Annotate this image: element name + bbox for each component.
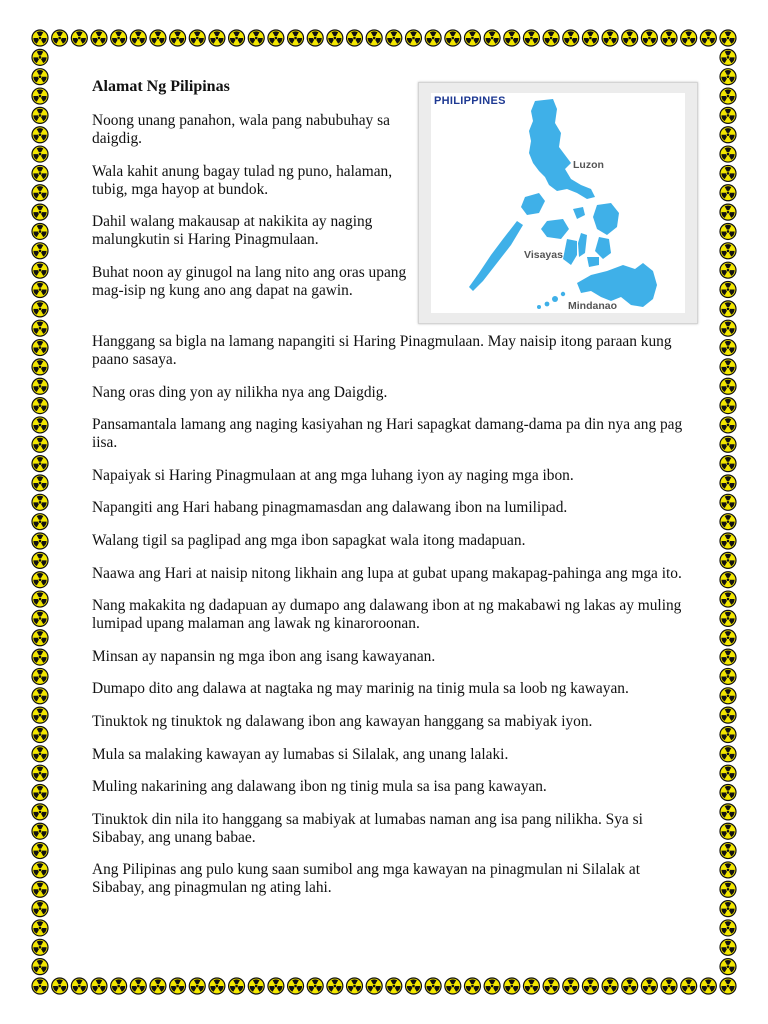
radiation-symbol-icon <box>700 978 716 994</box>
radiation-symbol-icon <box>720 88 736 104</box>
radiation-symbol-icon <box>32 939 48 955</box>
radiation-symbol-icon <box>582 30 598 46</box>
radiation-symbol-icon <box>720 881 736 897</box>
radiation-symbol-icon <box>268 30 284 46</box>
radiation-symbol-icon <box>52 30 68 46</box>
radiation-symbol-icon <box>347 978 363 994</box>
radiation-symbol-icon <box>32 610 48 626</box>
paragraph: Nang makakita ng dadapuan ay dumapo ang dalawang ibon at ng makabawi ng lakas ay muling lumipad upang malaman ang lawak ng kinaroroonan. <box>92 597 682 633</box>
radiation-symbol-icon <box>720 223 736 239</box>
radiation-symbol-icon <box>32 107 48 123</box>
radiation-symbol-icon <box>523 978 539 994</box>
radiation-symbol-icon <box>602 30 618 46</box>
paragraph: Muling nakarining ang dalawang ibon ng tinig mula sa isa pang kawayan. <box>92 778 547 796</box>
paragraph: Walang tigil sa paglipad ang mga ibon sapagkat wala itong madapuan. <box>92 531 526 549</box>
radiation-symbol-icon <box>661 978 677 994</box>
radiation-symbol-icon <box>720 823 736 839</box>
radiation-symbol-icon <box>464 30 480 46</box>
radiation-symbol-icon <box>32 49 48 65</box>
radiation-symbol-icon <box>720 107 736 123</box>
radiation-symbol-icon <box>681 30 697 46</box>
radiation-symbol-icon <box>209 30 225 46</box>
paragraph: Buhat noon ay ginugol na lang nito ang oras upang mag-isip ng kung ano ang dapat na gawin. <box>92 263 407 299</box>
radiation-symbol-icon <box>563 30 579 46</box>
radiation-symbol-icon <box>720 494 736 510</box>
radiation-symbol-icon <box>71 30 87 46</box>
radiation-symbol-icon <box>248 30 264 46</box>
radiation-symbol-icon <box>229 30 245 46</box>
radiation-symbol-icon <box>32 533 48 549</box>
radiation-symbol-icon <box>720 901 736 917</box>
radiation-symbol-icon <box>32 765 48 781</box>
paragraph: Tinuktok din nila ito hanggang sa mabiyak at lumabas naman ang isa pang nilikha. Sya si Sibabay, ang unang babae. <box>92 810 643 846</box>
radiation-symbol-icon <box>32 340 48 356</box>
radiation-symbol-icon <box>720 746 736 762</box>
radiation-symbol-icon <box>582 978 598 994</box>
paragraph: Wala kahit anung bagay tulad ng puno, halaman, tubig, mga hayop at bundok. <box>92 162 393 198</box>
radiation-symbol-icon <box>720 688 736 704</box>
paragraph: Dumapo dito ang dalawa at nagtaka ng may marinig na tinig mula sa loob ng kawayan. <box>92 680 629 698</box>
radiation-symbol-icon <box>248 978 264 994</box>
radiation-symbol-icon <box>720 514 736 530</box>
radiation-symbol-icon <box>622 978 638 994</box>
radiation-symbol-icon <box>32 204 48 220</box>
radiation-symbol-icon <box>32 146 48 162</box>
radiation-symbol-icon <box>32 959 48 975</box>
radiation-symbol-icon <box>720 765 736 781</box>
radiation-symbol-icon <box>209 978 225 994</box>
radiation-symbol-icon <box>32 804 48 820</box>
radiation-symbol-icon <box>32 282 48 298</box>
radiation-symbol-icon <box>602 978 618 994</box>
radiation-symbol-icon <box>52 978 68 994</box>
radiation-symbol-icon <box>445 978 461 994</box>
radiation-symbol-icon <box>32 823 48 839</box>
radiation-symbol-icon <box>720 649 736 665</box>
radiation-symbol-icon <box>32 243 48 259</box>
radiation-symbol-icon <box>32 978 48 994</box>
radiation-symbol-icon <box>425 30 441 46</box>
radiation-symbol-icon <box>32 785 48 801</box>
radiation-symbol-icon <box>720 978 736 994</box>
map-label-visayas: Visayas <box>524 249 563 261</box>
radiation-symbol-icon <box>720 804 736 820</box>
paragraph: Tinuktok ng tinuktok ng dalawang ibon ang kawayan hanggang sa mabiyak iyon. <box>92 712 593 730</box>
radiation-symbol-icon <box>464 978 480 994</box>
radiation-symbol-icon <box>720 436 736 452</box>
radiation-symbol-icon <box>720 726 736 742</box>
radiation-symbol-icon <box>111 30 127 46</box>
radiation-symbol-icon <box>32 301 48 317</box>
radiation-symbol-icon <box>720 146 736 162</box>
radiation-symbol-icon <box>720 668 736 684</box>
radiation-symbol-icon <box>405 30 421 46</box>
radiation-symbol-icon <box>32 165 48 181</box>
radiation-symbol-icon <box>32 262 48 278</box>
radiation-symbol-icon <box>720 456 736 472</box>
radiation-symbol-icon <box>720 378 736 394</box>
radiation-symbol-icon <box>386 978 402 994</box>
radiation-symbol-icon <box>189 978 205 994</box>
paragraph: Mula sa malaking kawayan ay lumabas si Silalak, ang unang lalaki. <box>92 745 509 763</box>
radiation-symbol-icon <box>700 30 716 46</box>
radiation-symbol-icon <box>170 30 186 46</box>
radiation-symbol-icon <box>720 939 736 955</box>
radiation-symbol-icon <box>32 572 48 588</box>
philippines-map-icon <box>431 93 685 313</box>
radiation-symbol-icon <box>622 30 638 46</box>
radiation-symbol-icon <box>150 978 166 994</box>
map-label-luzon: Luzon <box>573 159 604 171</box>
radiation-symbol-icon <box>720 165 736 181</box>
radiation-symbol-icon <box>32 398 48 414</box>
radiation-symbol-icon <box>32 649 48 665</box>
radiation-symbol-icon <box>720 127 736 143</box>
radiation-symbol-icon <box>150 30 166 46</box>
radiation-symbol-icon <box>720 475 736 491</box>
radiation-symbol-icon <box>327 978 343 994</box>
radiation-symbol-icon <box>32 707 48 723</box>
radiation-symbol-icon <box>32 901 48 917</box>
radiation-symbol-icon <box>91 30 107 46</box>
radiation-symbol-icon <box>641 30 657 46</box>
radiation-symbol-icon <box>720 533 736 549</box>
radiation-symbol-icon <box>366 30 382 46</box>
radiation-symbol-icon <box>32 88 48 104</box>
radiation-symbol-icon <box>32 417 48 433</box>
radiation-symbol-icon <box>720 204 736 220</box>
radiation-symbol-icon <box>504 978 520 994</box>
radiation-symbol-icon <box>170 978 186 994</box>
radiation-symbol-icon <box>720 359 736 375</box>
radiation-symbol-icon <box>32 726 48 742</box>
story-body <box>92 333 692 912</box>
radiation-symbol-icon <box>32 920 48 936</box>
radiation-symbol-icon <box>720 707 736 723</box>
radiation-symbol-icon <box>307 30 323 46</box>
radiation-symbol-icon <box>91 978 107 994</box>
radiation-symbol-icon <box>32 746 48 762</box>
radiation-symbol-icon <box>32 862 48 878</box>
paragraph: Hanggang sa bigla na lamang napangiti si Haring Pinagmulaan. May naisip itong paraan kung paano sasaya. <box>92 333 672 368</box>
radiation-symbol-icon <box>268 978 284 994</box>
paragraph: Napaiyak si Haring Pinagmulaan at ang mga luhang iyon ay naging mga ibon. <box>92 466 574 484</box>
radiation-symbol-icon <box>563 978 579 994</box>
intro-text <box>92 112 412 314</box>
radiation-symbol-icon <box>543 978 559 994</box>
map-canvas <box>431 93 685 313</box>
philippines-map-image <box>418 82 698 324</box>
radiation-symbol-icon <box>720 610 736 626</box>
map-title: PHILIPPINES <box>434 95 506 107</box>
radiation-symbol-icon <box>288 30 304 46</box>
radiation-symbol-icon <box>32 30 48 46</box>
radiation-symbol-icon <box>32 436 48 452</box>
radiation-symbol-icon <box>720 30 736 46</box>
radiation-symbol-icon <box>720 320 736 336</box>
radiation-symbol-icon <box>32 688 48 704</box>
radiation-symbol-icon <box>720 262 736 278</box>
radiation-symbol-icon <box>347 30 363 46</box>
radiation-symbol-icon <box>32 69 48 85</box>
radiation-symbol-icon <box>32 494 48 510</box>
radiation-symbol-icon <box>720 785 736 801</box>
radiation-symbol-icon <box>189 30 205 46</box>
radiation-symbol-icon <box>32 668 48 684</box>
radiation-symbol-icon <box>32 881 48 897</box>
paragraph: Minsan ay napansin ng mga ibon ang isang kawayanan. <box>92 647 436 665</box>
radiation-symbol-icon <box>720 552 736 568</box>
radiation-symbol-icon <box>32 359 48 375</box>
radiation-symbol-icon <box>307 978 323 994</box>
radiation-symbol-icon <box>681 978 697 994</box>
radiation-symbol-icon <box>32 475 48 491</box>
radiation-symbol-icon <box>720 398 736 414</box>
radiation-symbol-icon <box>111 978 127 994</box>
radiation-symbol-icon <box>32 223 48 239</box>
radiation-symbol-icon <box>523 30 539 46</box>
radiation-symbol-icon <box>720 630 736 646</box>
radiation-symbol-icon <box>32 630 48 646</box>
radiation-symbol-icon <box>720 340 736 356</box>
radiation-symbol-icon <box>425 978 441 994</box>
radiation-symbol-icon <box>32 185 48 201</box>
document-title: Alamat Ng Pilipinas <box>92 78 230 95</box>
radiation-symbol-icon <box>543 30 559 46</box>
radiation-symbol-icon <box>720 862 736 878</box>
radiation-symbol-icon <box>445 30 461 46</box>
radiation-symbol-icon <box>641 978 657 994</box>
radiation-symbol-icon <box>32 591 48 607</box>
radiation-symbol-icon <box>484 978 500 994</box>
radiation-symbol-icon <box>720 920 736 936</box>
radiation-symbol-icon <box>32 320 48 336</box>
radiation-symbol-icon <box>32 378 48 394</box>
radiation-symbol-icon <box>32 514 48 530</box>
paragraph: Pansamantala lamang ang naging kasiyahan ng Hari sapagkat damang-dama pa din nya ang pag iisa. <box>92 416 683 452</box>
radiation-symbol-icon <box>366 978 382 994</box>
radiation-symbol-icon <box>661 30 677 46</box>
radiation-symbol-icon <box>720 185 736 201</box>
radiation-symbol-icon <box>288 978 304 994</box>
radiation-symbol-icon <box>720 591 736 607</box>
radiation-symbol-icon <box>484 30 500 46</box>
paragraph: Ang Pilipinas ang pulo kung saan sumibol ang mga kawayan na pinagmulan ni Silalak at Sibabay, ang pinagmulan ng ating lahi. <box>92 861 640 897</box>
radiation-symbol-icon <box>405 978 421 994</box>
radiation-symbol-icon <box>32 456 48 472</box>
paragraph: Noong unang panahon, wala pang nabubuhay sa daigdig. <box>92 112 390 147</box>
radiation-symbol-icon <box>720 243 736 259</box>
radiation-symbol-icon <box>720 417 736 433</box>
radiation-symbol-icon <box>720 843 736 859</box>
radiation-symbol-icon <box>229 978 245 994</box>
radiation-symbol-icon <box>130 978 146 994</box>
radiation-symbol-icon <box>504 30 520 46</box>
radiation-symbol-icon <box>720 49 736 65</box>
radiation-symbol-icon <box>327 30 343 46</box>
paragraph: Nang oras ding yon ay nilikha nya ang Daigdig. <box>92 383 388 401</box>
radiation-symbol-icon <box>720 301 736 317</box>
radiation-symbol-icon <box>32 552 48 568</box>
radiation-symbol-icon <box>720 69 736 85</box>
radiation-symbol-icon <box>130 30 146 46</box>
radiation-symbol-icon <box>720 572 736 588</box>
radiation-symbol-icon <box>32 127 48 143</box>
paragraph: Dahil walang makausap at nakikita ay naging malungkutin si Haring Pinagmulaan. <box>92 213 373 249</box>
radiation-symbol-icon <box>720 282 736 298</box>
radiation-symbol-icon <box>32 843 48 859</box>
paragraph: Napangiti ang Hari habang pinagmamasdan ang dalawang ibon na lumilipad. <box>92 499 568 517</box>
paragraph: Naawa ang Hari at naisip nitong likhain ang lupa at gubat upang makapag-pahinga ang mga ito. <box>92 564 682 582</box>
map-label-mindanao: Mindanao <box>568 300 617 312</box>
radiation-symbol-icon <box>71 978 87 994</box>
radiation-symbol-icon <box>386 30 402 46</box>
radiation-symbol-icon <box>720 959 736 975</box>
